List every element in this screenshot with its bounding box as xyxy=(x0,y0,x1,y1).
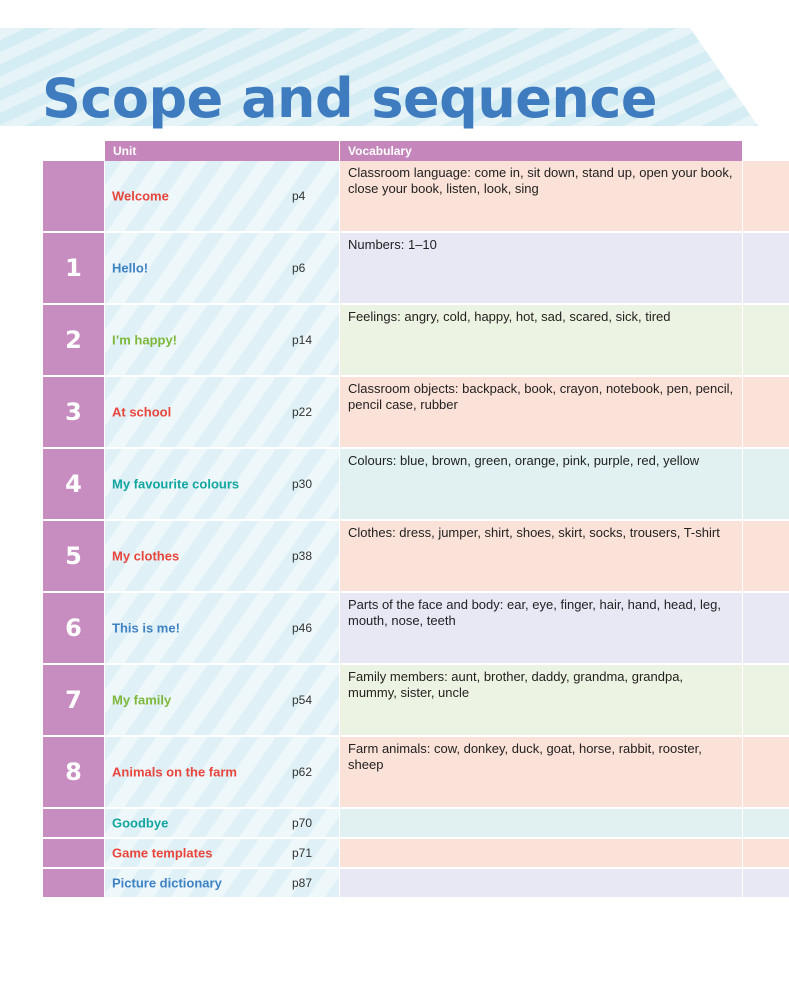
page-number: p6 xyxy=(292,261,306,275)
unit-cell xyxy=(105,737,339,807)
header-vocabulary: Vocabulary xyxy=(340,141,742,161)
vocabulary-cell: Clothes: dress, jumper, shirt, shoes, skirt, socks, trousers, T-shirt xyxy=(340,521,742,591)
unit-title: Hello! xyxy=(112,260,149,276)
vocabulary-cell: Classroom objects: backpack, book, crayon, notebook, pen, pencil, pencil case, rubber xyxy=(340,377,742,447)
unit-title: My clothes xyxy=(112,548,180,564)
table-header xyxy=(43,141,789,161)
unit-title: My family xyxy=(112,692,172,708)
page-number: p22 xyxy=(292,405,313,419)
extra-column-cell xyxy=(743,305,789,375)
table-body xyxy=(43,161,789,899)
table-row xyxy=(43,869,789,899)
vocabulary-cell: Feelings: angry, cold, happy, hot, sad, scared, sick, tired xyxy=(340,305,742,375)
unit-number: 7 xyxy=(43,665,104,735)
extra-column-cell xyxy=(743,233,789,303)
extra-column-cell xyxy=(743,809,789,837)
unit-cell xyxy=(105,593,339,663)
page-number: p14 xyxy=(292,333,313,347)
unit-cell xyxy=(105,305,339,375)
page-number: p4 xyxy=(292,189,306,203)
unit-cell xyxy=(105,449,339,519)
extra-column-cell xyxy=(743,737,789,807)
table-row xyxy=(43,593,789,665)
unit-title: My favourite colours xyxy=(112,476,240,492)
page-number: p71 xyxy=(292,846,313,860)
vocabulary-cell xyxy=(340,809,742,837)
table-row xyxy=(43,737,789,809)
page-number: p62 xyxy=(292,765,313,779)
unit-cell xyxy=(105,161,339,231)
unit-cell xyxy=(105,665,339,735)
table-row xyxy=(43,449,789,521)
extra-column-cell xyxy=(743,161,789,231)
unit-number: 8 xyxy=(43,737,104,807)
unit-number xyxy=(43,869,104,897)
unit-number xyxy=(43,809,104,837)
extra-column-cell xyxy=(743,593,789,663)
unit-number: 6 xyxy=(43,593,104,663)
table-row xyxy=(43,839,789,869)
vocabulary-cell xyxy=(340,839,742,867)
vocabulary-cell: Family members: aunt, brother, daddy, grandma, grandpa, mummy, sister, uncle xyxy=(340,665,742,735)
extra-column-cell xyxy=(743,377,789,447)
unit-title: Goodbye xyxy=(112,815,169,831)
unit-number xyxy=(43,839,104,867)
extra-column-cell xyxy=(743,665,789,735)
table-row xyxy=(43,377,789,449)
page-title: Scope and sequence xyxy=(42,67,657,130)
vocabulary-cell xyxy=(340,869,742,897)
unit-cell xyxy=(105,869,339,897)
vocabulary-cell: Classroom language: come in, sit down, stand up, open your book, close your book, listen, look, sing xyxy=(340,161,742,231)
unit-title: Game templates xyxy=(112,845,213,861)
page-number: p30 xyxy=(292,477,313,491)
title-banner xyxy=(0,28,789,128)
unit-cell xyxy=(105,521,339,591)
table-row xyxy=(43,161,789,233)
unit-title: Picture dictionary xyxy=(112,875,222,891)
extra-column-cell xyxy=(743,521,789,591)
table-row xyxy=(43,665,789,737)
extra-column-cell xyxy=(743,839,789,867)
unit-title: At school xyxy=(112,404,172,420)
unit-cell xyxy=(105,377,339,447)
extra-column-cell xyxy=(743,449,789,519)
vocabulary-cell: Farm animals: cow, donkey, duck, goat, horse, rabbit, rooster, sheep xyxy=(340,737,742,807)
page-number: p46 xyxy=(292,621,313,635)
header-unit: Unit xyxy=(105,141,339,161)
unit-number xyxy=(43,161,104,231)
page-number: p87 xyxy=(292,876,313,890)
table-row xyxy=(43,233,789,305)
unit-number: 4 xyxy=(43,449,104,519)
unit-number: 2 xyxy=(43,305,104,375)
table-row xyxy=(43,521,789,593)
unit-number: 5 xyxy=(43,521,104,591)
page-number: p54 xyxy=(292,693,313,707)
unit-cell xyxy=(105,839,339,867)
vocabulary-cell: Colours: blue, brown, green, orange, pink, purple, red, yellow xyxy=(340,449,742,519)
unit-number: 3 xyxy=(43,377,104,447)
vocabulary-cell: Numbers: 1–10 xyxy=(340,233,742,303)
unit-title: I’m happy! xyxy=(112,332,178,348)
unit-title: Welcome xyxy=(112,188,169,204)
vocabulary-cell: Parts of the face and body: ear, eye, finger, hair, hand, head, leg, mouth, nose, teeth xyxy=(340,593,742,663)
table-row xyxy=(43,305,789,377)
unit-cell xyxy=(105,233,339,303)
unit-title: Animals on the farm xyxy=(112,764,237,780)
extra-column-cell xyxy=(743,869,789,897)
table-row xyxy=(43,809,789,839)
scope-table xyxy=(43,141,789,899)
page-number: p70 xyxy=(292,816,313,830)
page-number: p38 xyxy=(292,549,313,563)
unit-number: 1 xyxy=(43,233,104,303)
unit-cell xyxy=(105,809,339,837)
unit-title: This is me! xyxy=(112,620,180,636)
